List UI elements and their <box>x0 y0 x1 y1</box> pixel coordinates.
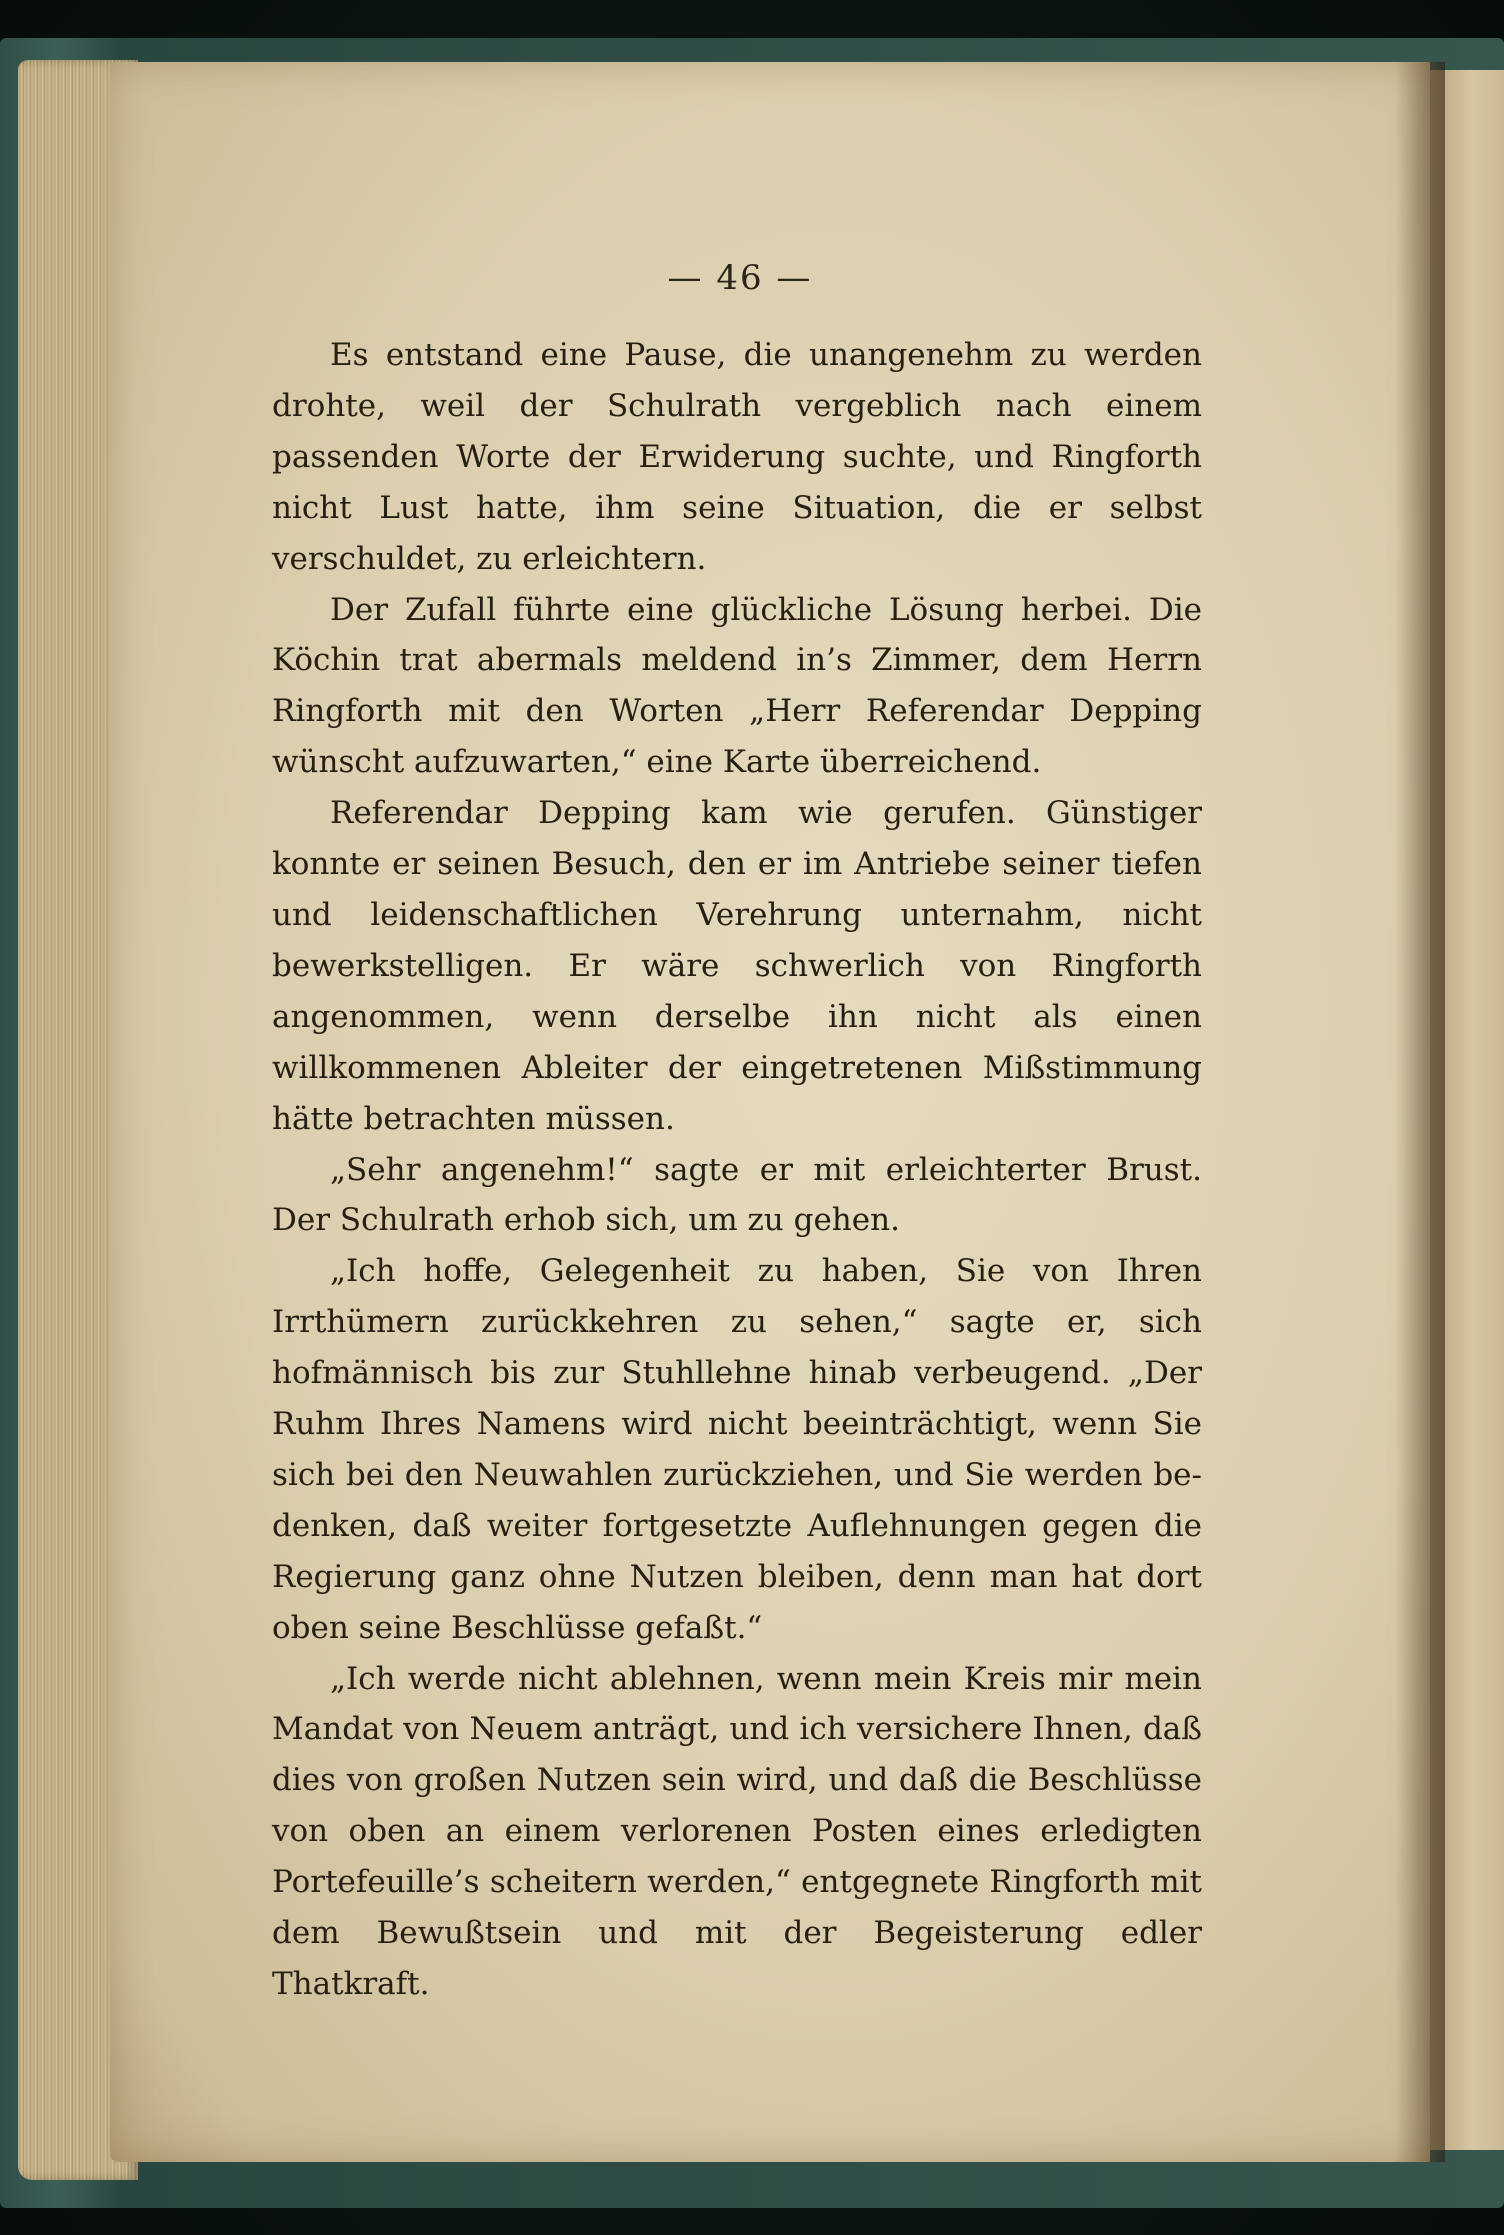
paragraph: „Ich werde nicht ablehnen, wenn mein Kreis mir mein Mandat von Neuem anträgt, und ich versichere Ihnen, daß dies von großen Nutzen sein wird, und daß die Beschlüsse von oben an einem verlorenen Posten eines erledigten Portefeuille’s scheitern werden,“ entgegnete Ringforth mit dem Bewußtsein und mit der Begeisterung edler Thatkraft. <box>272 1660 1202 2002</box>
paragraph: „Sehr angenehm!“ sagte er mit erleichterter Brust. Der Schulrath erhob sich, um zu gehen. <box>272 1151 1202 1239</box>
paragraph: Es entstand eine Pause, die unangenehm zu werden drohte, weil der Schulrath vergeblich nach einem passenden Worte der Erwiderung suchte, und Ringforth nicht Lust hatte, ihm seine Situation, die er selbst verschuldet, zu erleichtern. <box>272 337 1202 577</box>
paragraph: Der Zufall führte eine glückliche Lösung herbei. Die Köchin trat abermals meldend in’s Zimmer, dem Herrn Ringforth mit den Worten „Herr Referendar Depping wünscht aufzuwarten,“ eine Karte überreichend. <box>272 591 1202 781</box>
gutter-shadow <box>1395 62 1445 2162</box>
body-text <box>272 330 1202 2010</box>
paragraph: Referendar Depping kam wie gerufen. Günstiger konnte er seinen Besuch, den er im Antriebe seiner tiefen und leidenschaftlichen Verehrung unternahm, nicht bewerkstelligen. Er wäre schwerlich von Ringforth angenommen, wenn derselbe ihn nicht als einen willkommenen Ableiter der eingetretenen Mißstimmung hätte betrachten müssen. <box>272 795 1202 1137</box>
paragraph: „Ich hoffe, Gelegenheit zu haben, Sie von Ihren Irrthümern zurückkehren zu sehen,“ sagte er, sich hofmännisch bis zur Stuhllehne hinab verbeugend. „Der Ruhm Ihres Namens wird nicht beeinträchtigt, wenn Sie sich bei den Neuwahlen zurückziehen, und Sie werden bedenken, daß weiter fortgesetzte Auflehnungen gegen die Regierung ganz ohne Nutzen bleiben, denn man hat dort oben seine Beschlüsse gefaßt.“ <box>272 1253 1202 1646</box>
page-number: — 46 — <box>667 258 813 298</box>
